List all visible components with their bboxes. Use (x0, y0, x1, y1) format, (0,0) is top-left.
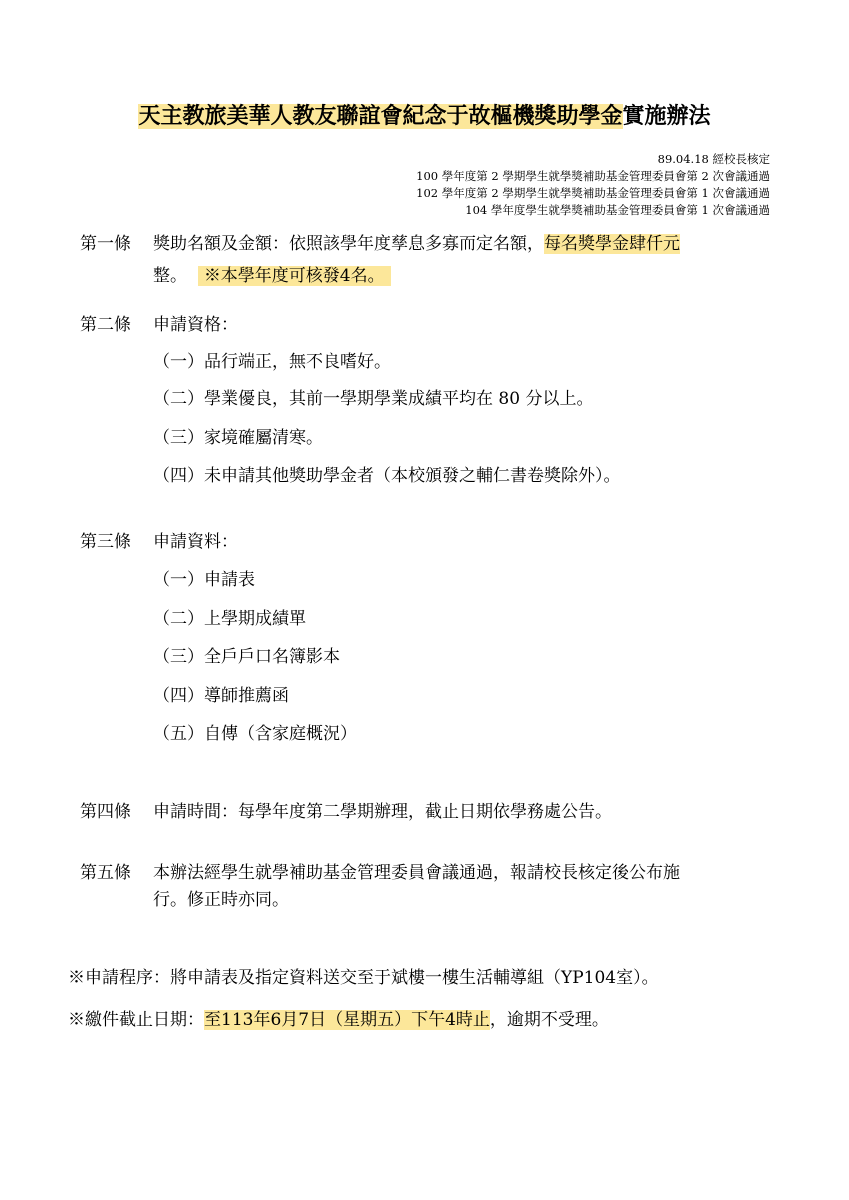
list-item: （二）學業優良，其前一學期學業成績平均在 80 分以上。 (153, 389, 594, 409)
deadline-highlight: 至113年6月7日（星期五）下午4時止 (204, 1010, 490, 1030)
article-label: 第一條 (80, 234, 131, 254)
approval-line: 89.04.18 經校長核定 (657, 152, 770, 166)
article-label: 第五條 (80, 863, 131, 883)
deadline-prefix: ※繳件截止日期： (68, 1010, 204, 1030)
article-5-continuation: 行。修正時亦同。 (153, 890, 289, 910)
list-item: （二）上學期成績單 (153, 609, 306, 629)
list-item: （四）導師推薦函 (153, 686, 289, 706)
article-text: 申請資料： (153, 532, 238, 552)
approval-line: 104 學年度學生就學獎補助基金管理委員會第 1 次會議通過 (465, 203, 770, 217)
list-item: （一）申請表 (153, 570, 255, 590)
article-1 (80, 230, 680, 258)
list-item: （五）自傳（含家庭概況） (153, 724, 357, 744)
deadline-note (68, 1006, 609, 1034)
article-text: 申請時間：每學年度第二學期辦理，截止日期依學務處公告。 (153, 802, 612, 822)
approval-history (416, 151, 770, 219)
article-text: 申請資格： (153, 315, 238, 335)
amount-highlight: 每名獎學金肆仟元 (544, 234, 680, 254)
quota-note: ※本學年度可核發4名。 (198, 266, 391, 286)
article-5 (80, 859, 680, 887)
article-4 (80, 798, 612, 826)
article-2 (80, 311, 238, 339)
title-highlight: 天主教旅美華人教友聯誼會紀念于故樞機獎助學金 (138, 104, 623, 129)
approval-line: 102 學年度第 2 學期學生就學獎補助基金管理委員會第 1 次會議通過 (416, 186, 770, 200)
title-tail: 實施辦法 (622, 104, 711, 129)
procedure-note: ※申請程序：將申請表及指定資料送交至于斌樓一樓生活輔導組（YP104室）。 (68, 968, 659, 988)
list-item: （一）品行端正，無不良嗜好。 (153, 352, 391, 372)
list-item: （三）全戶戶口名簿影本 (153, 647, 340, 667)
article-1-continuation (153, 262, 391, 290)
page-title (0, 102, 849, 132)
list-item: （四）未申請其他獎助學金者（本校頒發之輔仁書卷獎除外）。 (153, 466, 621, 486)
deadline-suffix: ，逾期不受理。 (489, 1010, 609, 1030)
article-label: 第三條 (80, 532, 131, 552)
article-3 (80, 528, 238, 556)
article-text: 獎助名額及金額：依照該學年度孳息多寡而定名額， (153, 234, 544, 254)
article-label: 第二條 (80, 315, 131, 335)
list-item: （三）家境確屬清寒。 (153, 428, 323, 448)
article-text-cont: 整。 (153, 266, 187, 286)
article-text: 本辦法經學生就學補助基金管理委員會議通過，報請校長核定後公布施 (153, 863, 680, 883)
approval-line: 100 學年度第 2 學期學生就學獎補助基金管理委員會第 2 次會議通過 (416, 169, 770, 183)
article-label: 第四條 (80, 802, 131, 822)
